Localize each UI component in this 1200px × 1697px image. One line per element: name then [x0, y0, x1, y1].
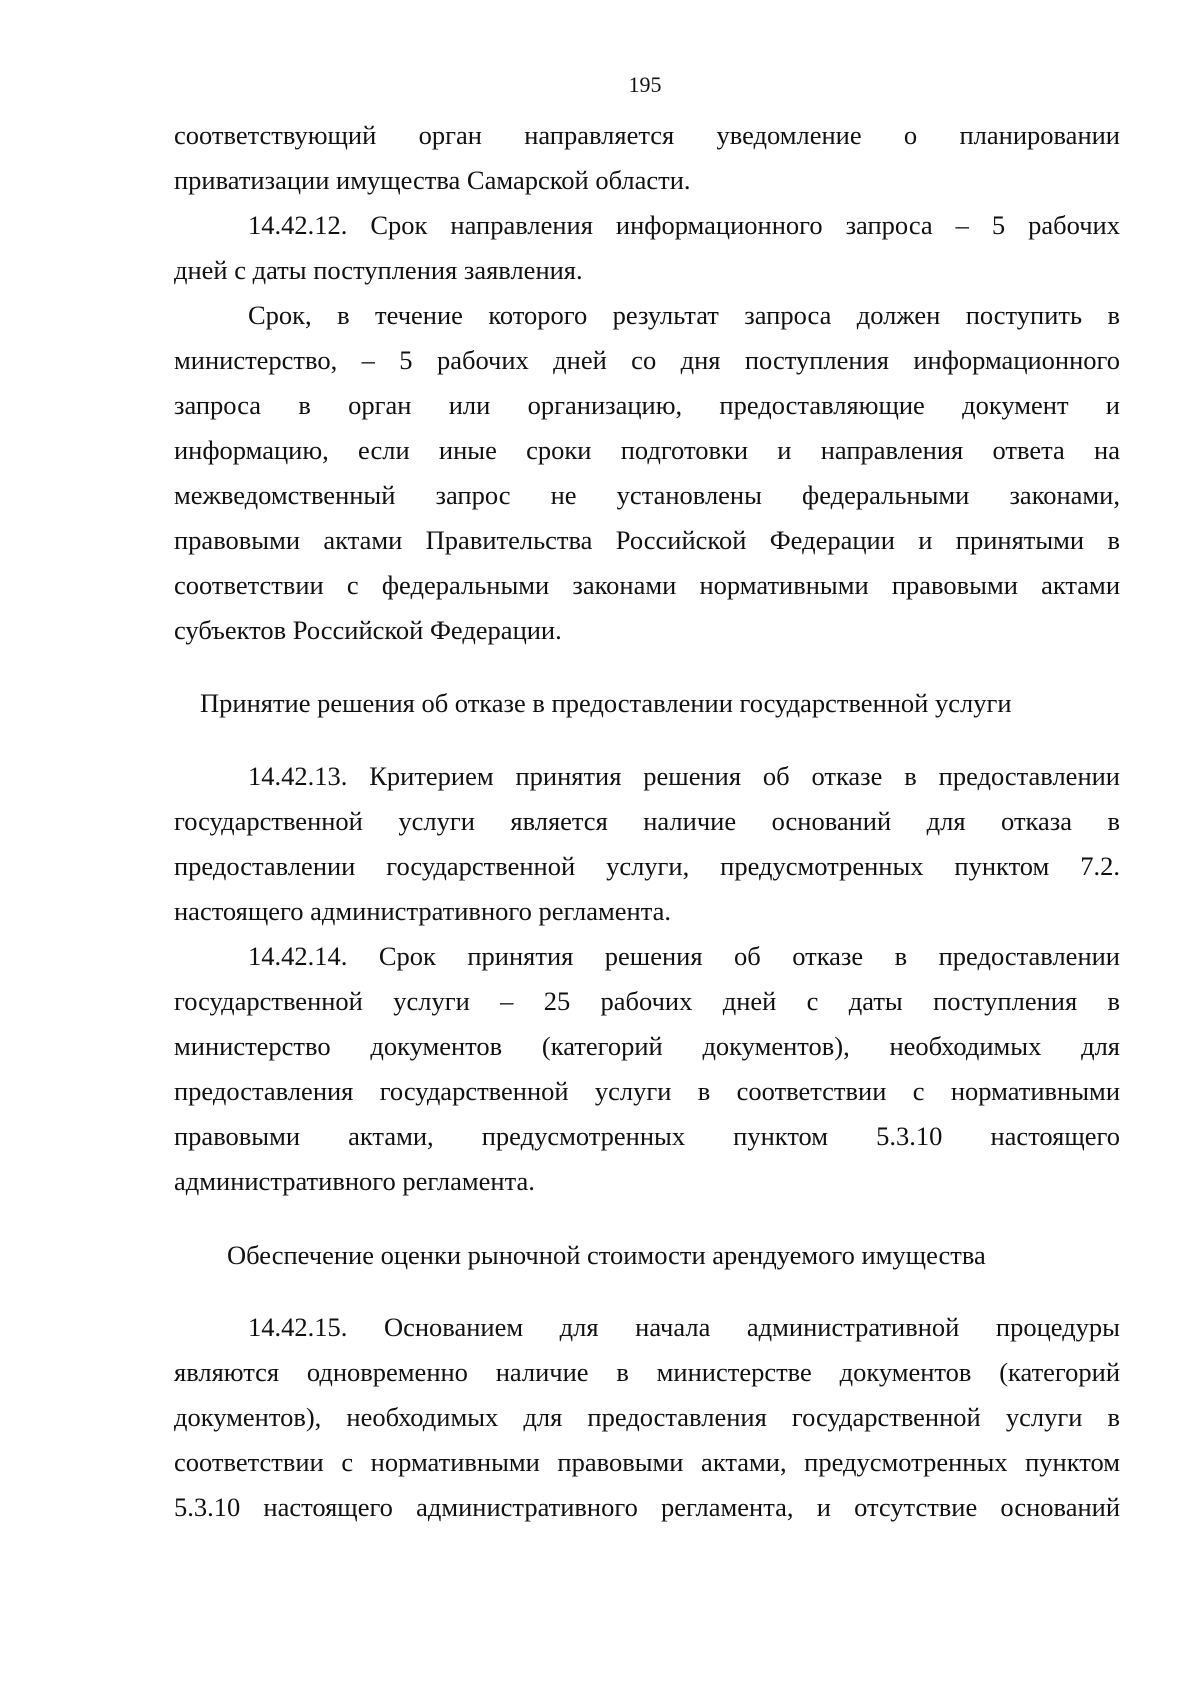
text-line: государственной услуги является наличие оснований для отказа в: [174, 806, 1120, 836]
text-line: правовыми актами, предусмотренных пунктом 5.3.10 настоящего: [174, 1121, 1120, 1151]
text-line: административного регламента.: [174, 1166, 535, 1196]
text-line: министерство, – 5 рабочих дней со дня поступления информационного: [174, 345, 1120, 375]
page-number: 195: [628, 72, 662, 97]
paragraph-start-line: 14.42.15. Основанием для начала административной процедуры: [248, 1312, 1120, 1342]
section-heading: Обеспечение оценки рыночной стоимости арендуемого имущества: [227, 1240, 986, 1270]
text-line: соответствии с федеральными законами нормативными правовыми актами: [174, 570, 1120, 600]
text-line: предоставления государственной услуги в соответствии с нормативными: [174, 1076, 1120, 1106]
paragraph-start-line: 14.42.14. Срок принятия решения об отказе в предоставлении: [248, 941, 1120, 971]
text-line: информацию, если иные сроки подготовки и направления ответа на: [174, 435, 1120, 465]
paragraph-start-line: Срок, в течение которого результат запроса должен поступить в: [248, 300, 1120, 330]
text-line: запроса в орган или организацию, предоставляющие документ и: [174, 390, 1120, 420]
paragraph-start-line: 14.42.13. Критерием принятия решения об отказе в предоставлении: [248, 761, 1120, 791]
text-line: соответствующий орган направляется уведомление о планировании: [174, 120, 1120, 150]
text-line: государственной услуги – 25 рабочих дней с даты поступления в: [174, 986, 1120, 1016]
text-line: дней с даты поступления заявления.: [174, 255, 583, 285]
text-line: приватизации имущества Самарской области.: [174, 165, 691, 195]
text-line: министерство документов (категорий документов), необходимых для: [174, 1031, 1120, 1061]
text-line: субъектов Российской Федерации.: [174, 615, 562, 645]
text-line: правовыми актами Правительства Российской Федерации и принятыми в: [174, 525, 1120, 555]
text-line: соответствии с нормативными правовыми актами, предусмотренных пунктом: [174, 1447, 1120, 1477]
text-line: предоставлении государственной услуги, предусмотренных пунктом 7.2.: [174, 851, 1120, 881]
text-line: настоящего административного регламента.: [174, 896, 671, 926]
text-line: являются одновременно наличие в министерстве документов (категорий: [174, 1357, 1120, 1387]
text-line: документов), необходимых для предоставления государственной услуги в: [174, 1402, 1120, 1432]
text-line: 5.3.10 настоящего административного регламента, и отсутствие оснований: [174, 1492, 1120, 1522]
paragraph-start-line: 14.42.12. Срок направления информационного запроса – 5 рабочих: [248, 210, 1120, 240]
section-heading: Принятие решения об отказе в предоставлении государственной услуги: [200, 688, 1012, 718]
text-line: межведомственный запрос не установлены федеральными законами,: [174, 480, 1120, 510]
